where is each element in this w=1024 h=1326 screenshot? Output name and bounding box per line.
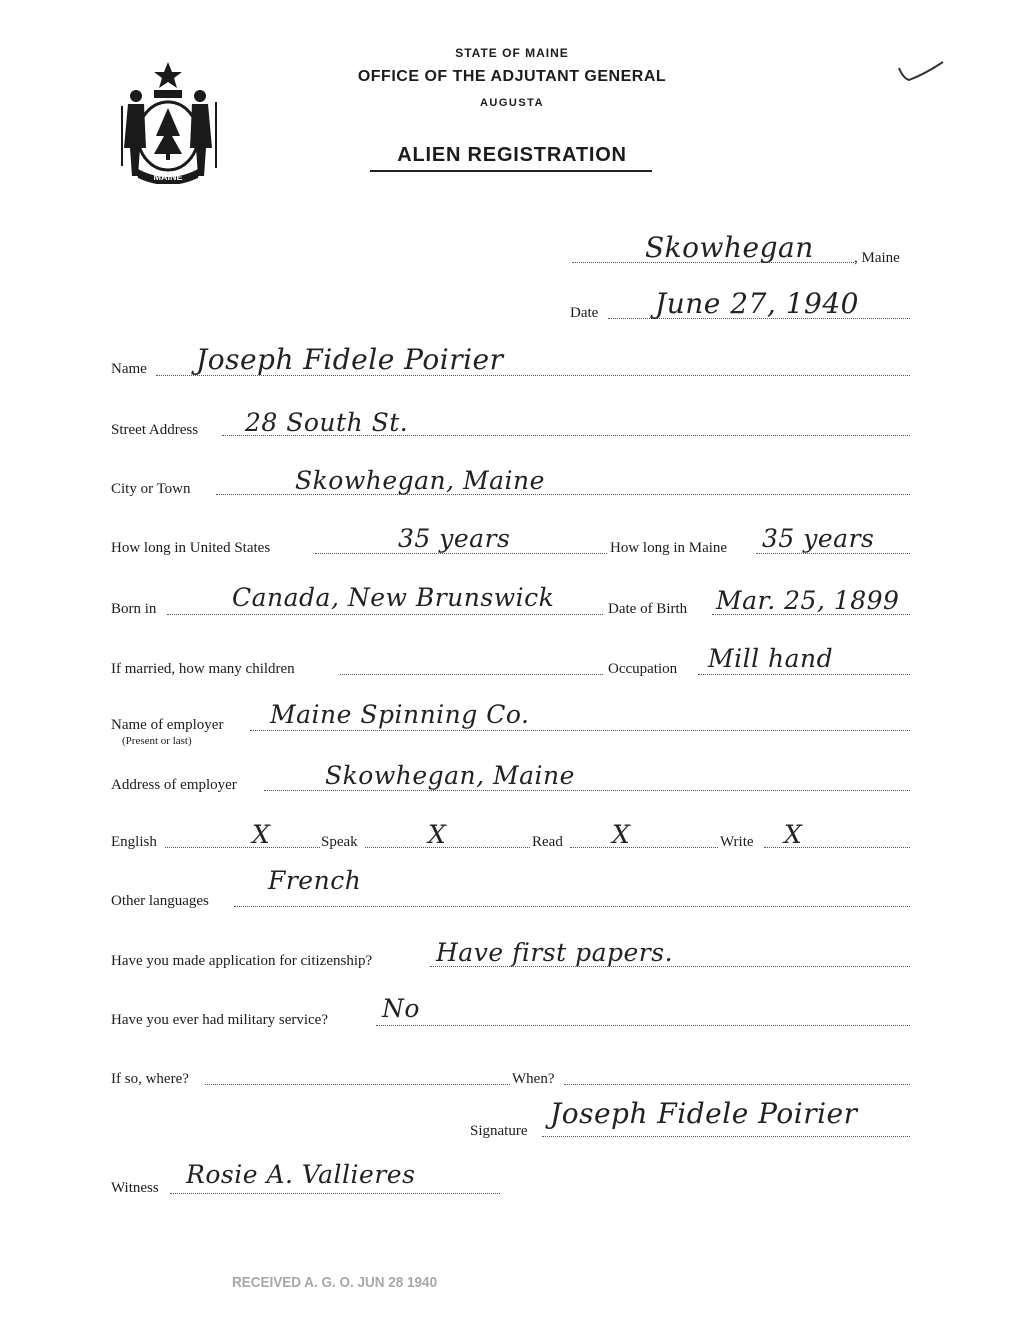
city-label: City or Town xyxy=(111,481,191,497)
signature-label: Signature xyxy=(470,1123,528,1139)
city-heading: AUGUSTA xyxy=(479,97,545,109)
citizenship-value: Have first papers. xyxy=(436,938,674,967)
other-languages-label: Other languages xyxy=(111,893,209,909)
english-line xyxy=(165,847,320,848)
military-label: Have you ever had military service? xyxy=(111,1012,328,1028)
english-value: X xyxy=(252,820,271,849)
state-heading: STATE OF MAINE xyxy=(455,46,569,60)
employer-address-value: Skowhegan, Maine xyxy=(325,761,575,790)
name-label: Name xyxy=(111,361,147,377)
date-label: Date xyxy=(570,305,599,321)
witness-line xyxy=(170,1193,500,1194)
signature-line xyxy=(542,1136,910,1137)
place-suffix: , Maine xyxy=(854,250,900,266)
employer-value: Maine Spinning Co. xyxy=(270,700,530,729)
us-duration-line xyxy=(315,553,607,554)
employer-address-label: Address of employer xyxy=(111,777,237,793)
where-line xyxy=(205,1084,510,1085)
seal-text: MAINE xyxy=(153,172,183,182)
employer-line xyxy=(250,730,910,731)
check-mark-icon xyxy=(895,58,949,88)
witness-label: Witness xyxy=(111,1180,159,1196)
read-value: X xyxy=(612,820,631,849)
received-stamp: RECEIVED A. G. O. JUN 28 1940 xyxy=(232,1274,438,1291)
speak-line xyxy=(365,847,530,848)
street-value: 28 South St. xyxy=(245,408,409,437)
when-label: When? xyxy=(512,1071,555,1087)
us-duration-label: How long in United States xyxy=(111,540,271,556)
born-value: Canada, New Brunswick xyxy=(232,583,555,612)
employer-address-line xyxy=(264,790,910,791)
place-value: Skowhegan xyxy=(645,231,814,264)
maine-duration-value: 35 years xyxy=(762,524,875,553)
write-value: X xyxy=(784,820,803,849)
born-label: Born in xyxy=(111,601,157,617)
where-label: If so, where? xyxy=(111,1071,189,1087)
maine-duration-label: How long in Maine xyxy=(610,540,728,556)
witness-value: Rosie A. Vallieres xyxy=(186,1160,416,1189)
occupation-value: Mill hand xyxy=(708,644,834,673)
other-languages-line xyxy=(234,906,910,907)
read-label: Read xyxy=(532,834,563,850)
military-value: No xyxy=(382,994,420,1023)
occupation-label: Occupation xyxy=(608,661,678,677)
state-seal-icon xyxy=(112,56,224,184)
speak-label: Speak xyxy=(321,834,358,850)
occupation-line xyxy=(698,674,910,675)
dob-value: Mar. 25, 1899 xyxy=(716,586,900,615)
dob-label: Date of Birth xyxy=(608,601,688,617)
write-label: Write xyxy=(720,834,754,850)
read-line xyxy=(570,847,718,848)
signature-value: Joseph Fidele Poirier xyxy=(550,1097,858,1130)
maine-duration-line xyxy=(756,553,910,554)
english-label: English xyxy=(111,834,157,850)
citizenship-label: Have you made application for citizenship? xyxy=(111,953,373,969)
other-languages-value: French xyxy=(268,866,362,895)
employer-label: Name of employer xyxy=(111,717,224,733)
military-line xyxy=(376,1025,910,1026)
employer-sublabel: (Present or last) xyxy=(122,735,192,747)
date-value: June 27, 1940 xyxy=(655,287,859,320)
when-line xyxy=(564,1084,910,1085)
name-value: Joseph Fidele Poirier xyxy=(196,343,504,376)
form-title: ALIEN REGISTRATION xyxy=(397,144,627,166)
children-label: If married, how many children xyxy=(111,661,295,677)
speak-value: X xyxy=(428,820,447,849)
children-line xyxy=(340,674,603,675)
born-line xyxy=(167,614,603,615)
title-underline xyxy=(370,170,652,172)
city-value: Skowhegan, Maine xyxy=(295,466,545,495)
office-heading: OFFICE OF THE ADJUTANT GENERAL xyxy=(357,68,667,85)
street-label: Street Address xyxy=(111,422,199,438)
us-duration-value: 35 years xyxy=(398,524,511,553)
